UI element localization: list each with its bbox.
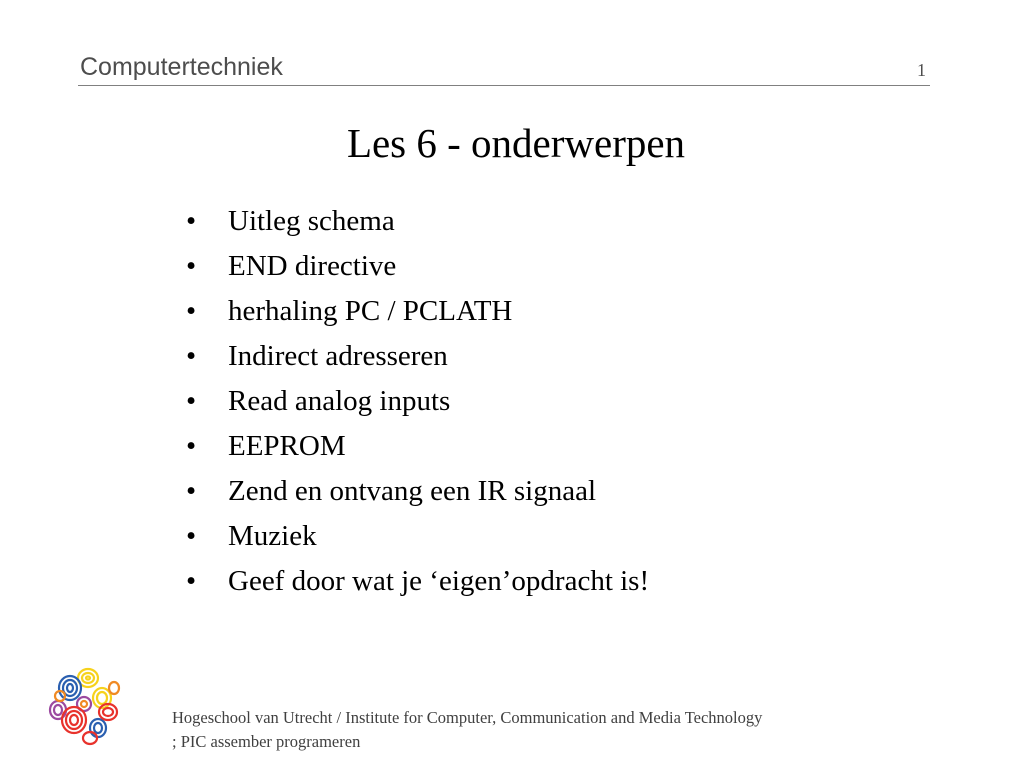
list-item xyxy=(186,199,649,244)
list-item-text: Uitleg schema xyxy=(228,205,395,237)
list-item xyxy=(186,424,649,469)
list-item-text: Indirect adresseren xyxy=(228,340,448,372)
footer xyxy=(172,706,762,754)
footer-course: ; PIC assember programeren xyxy=(172,732,361,751)
bullet-icon: • xyxy=(186,520,197,552)
fingerprint-logo-icon xyxy=(44,662,124,746)
list-item-text: Geef door wat je ‘eigen’opdracht is! xyxy=(228,565,650,597)
list-item xyxy=(186,334,649,379)
slide-title: Les 6 - onderwerpen xyxy=(346,120,686,166)
list-item-text: Read analog inputs xyxy=(228,385,451,417)
list-item xyxy=(186,514,649,559)
bullet-icon: • xyxy=(186,475,197,507)
list-item-text: herhaling PC / PCLATH xyxy=(228,295,513,327)
bullet-icon: • xyxy=(186,430,197,462)
header-title: Computertechniek xyxy=(80,53,283,81)
list-item-text: Muziek xyxy=(228,520,317,552)
bullet-icon: • xyxy=(186,250,197,282)
list-item xyxy=(186,289,649,334)
page-number: 1 xyxy=(917,60,926,80)
footer-institution: Hogeschool van Utrecht / Institute for Computer, Communication and Media Technology xyxy=(172,708,763,727)
bullet-icon: • xyxy=(186,205,197,237)
list-item-text: Zend en ontvang een IR signaal xyxy=(228,475,597,507)
bullet-icon: • xyxy=(186,385,197,417)
bullet-icon: • xyxy=(186,340,197,372)
bullet-icon: • xyxy=(186,295,197,327)
bullet-icon: • xyxy=(186,565,197,597)
list-item xyxy=(186,244,649,289)
list-item xyxy=(186,559,649,604)
list-item-text: EEPROM xyxy=(228,430,346,462)
list-item xyxy=(186,469,649,514)
list-item-text: END directive xyxy=(228,250,397,282)
bullet-list xyxy=(186,199,649,604)
header-divider xyxy=(78,85,930,86)
list-item xyxy=(186,379,649,424)
